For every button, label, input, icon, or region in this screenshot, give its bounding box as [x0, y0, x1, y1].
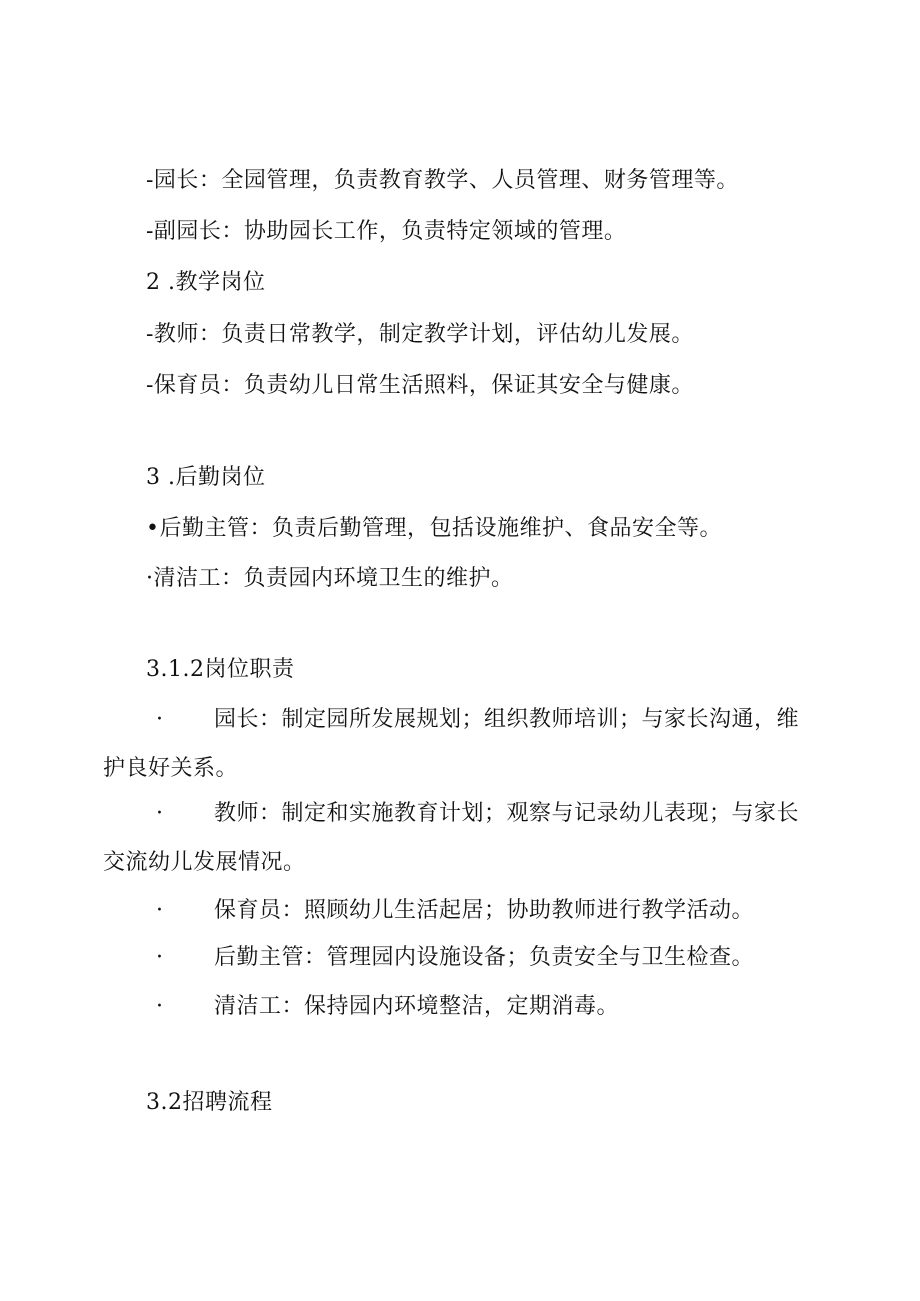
list-item-teacher: -教师：负责日常教学，制定教学计划，评估幼儿发展。 — [146, 322, 694, 347]
bullet: · — [156, 945, 163, 970]
section-heading-logistics: 3 .后勤岗位 — [146, 465, 266, 490]
bullet: · — [156, 801, 163, 826]
list-item-logistics-manager: •后勤主管：负责后勤管理，包括设施维护、食品安全等。 — [146, 516, 722, 541]
duty-cleaner: 清洁工：保持园内环境整洁，定期消毒。 — [214, 994, 620, 1019]
list-item-cleaner: ·清洁工：负责园内环境卫生的维护。 — [146, 566, 514, 591]
section-heading-teaching: 2 .教学岗位 — [146, 270, 266, 295]
duty-principal-line2: 护良好关系。 — [103, 756, 239, 781]
section-heading-recruitment: 3.2招聘流程 — [146, 1090, 273, 1115]
section-heading-duties: 3.1.2岗位职责 — [146, 657, 295, 682]
duty-caregiver: 保育员：照顾幼儿生活起居；协助教师进行教学活动。 — [214, 898, 755, 923]
duty-teacher-line2: 交流幼儿发展情况。 — [103, 850, 306, 875]
duty-logistics-manager: 后勤主管：管理园内设施设备；负责安全与卫生检查。 — [214, 945, 755, 970]
duty-principal-line1: 园长：制定园所发展规划；组织教师培训；与家长沟通，维 — [214, 707, 800, 732]
list-item-caregiver: -保育员：负责幼儿日常生活照料，保证其安全与健康。 — [146, 373, 694, 398]
duty-teacher-line1: 教师：制定和实施教育计划；观察与记录幼儿表现；与家长 — [214, 801, 800, 826]
bullet: · — [156, 898, 163, 923]
bullet: · — [156, 707, 163, 732]
bullet: · — [156, 994, 163, 1019]
list-item-principal: -园长：全园管理，负责教育教学、人员管理、财务管理等。 — [146, 168, 739, 193]
list-item-vice-principal: -副园长：协助园长工作，负责特定领域的管理。 — [146, 219, 627, 244]
